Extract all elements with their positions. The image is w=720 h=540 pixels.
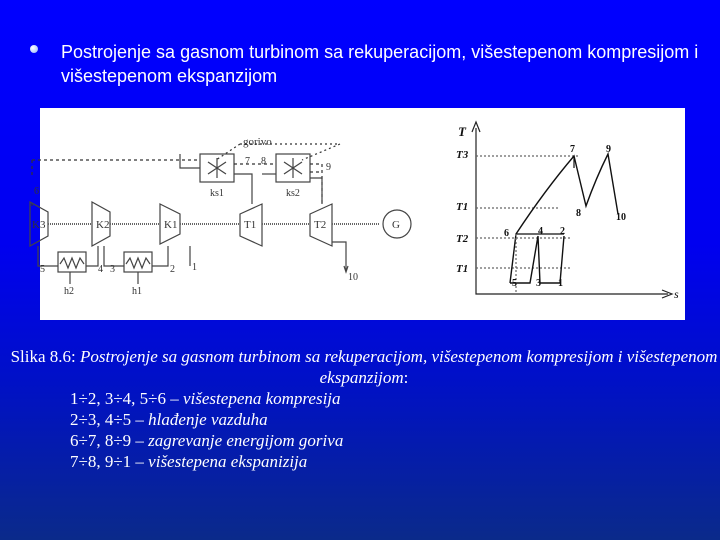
ts-level-t2: T2 — [456, 233, 469, 245]
caption-range: 2÷3, 4÷5 — [70, 410, 132, 429]
caption-line — [0, 388, 720, 409]
turbine-label-t1: T1 — [244, 219, 257, 231]
caption-title — [0, 346, 720, 388]
caption-range: 6÷7, 8÷9 — [70, 431, 132, 450]
figure-caption — [0, 346, 720, 472]
ts-level-t1-lower: T1 — [456, 263, 469, 275]
point-label-3: 3 — [110, 264, 115, 275]
caption-line — [0, 451, 720, 472]
caption-line — [0, 409, 720, 430]
caption-title-text: Postrojenje sa gasnom turbinom sa rekuperacijom, višestepenom kompresijom i višestepenom ekspanzijom — [80, 347, 718, 387]
caption-description: – višestepena kompresija — [166, 389, 341, 408]
point-label-5: 5 — [40, 264, 45, 275]
point-label-1: 1 — [192, 262, 197, 273]
caption-description: – hlađenje vazduha — [131, 410, 268, 429]
caption-range: 7÷8, 9÷1 — [70, 452, 132, 471]
ts-point-7: 7 — [570, 144, 575, 155]
point-label-6: 6 — [34, 186, 39, 197]
turbine-label-t2: T2 — [314, 219, 327, 231]
caption-line — [0, 430, 720, 451]
combustor-label-1: ks1 — [210, 188, 224, 199]
caption-prefix: Slika 8.6: — [10, 347, 80, 366]
compressor-label-k1: K1 — [164, 219, 178, 231]
caption-range: 1÷2, 3÷4, 5÷6 — [70, 389, 166, 408]
ts-point-2: 2 — [560, 226, 565, 237]
generator-label: G — [392, 219, 400, 231]
slide-heading: Postrojenje sa gasnom turbinom sa rekuperacijom, višestepenom kompresijom i višestepenom ekspanzijom — [61, 42, 699, 86]
ts-point-3: 3 — [536, 278, 541, 289]
compressor-label-k2: K2 — [96, 219, 110, 231]
cooler-label-h2: h2 — [64, 286, 74, 297]
caption-description: – višestepena ekspanizija — [131, 452, 308, 471]
ts-point-9: 9 — [606, 144, 611, 155]
caption-description: – zagrevanje energijom goriva — [131, 431, 344, 450]
point-label-4: 4 — [98, 264, 103, 275]
ts-point-1: 1 — [558, 278, 563, 289]
point-label-9: 9 — [326, 162, 331, 173]
ts-level-t1-upper: T1 — [456, 201, 469, 213]
ts-axis-x: s — [674, 287, 679, 301]
point-label-7: 7 — [245, 156, 250, 167]
ts-axis-y: T — [458, 124, 466, 139]
ts-point-4: 4 — [538, 226, 543, 237]
caption-title-suffix: : — [403, 368, 409, 387]
point-label-2: 2 — [170, 264, 175, 275]
ts-point-10: 10 — [616, 212, 626, 223]
cooler-label-h1: h1 — [132, 286, 142, 297]
combustor-label-2: ks2 — [286, 188, 300, 199]
bullet-icon — [30, 45, 38, 53]
ts-diagram — [456, 122, 679, 301]
figure-image — [32, 108, 685, 320]
point-label-10: 10 — [348, 272, 358, 283]
ts-point-6: 6 — [504, 228, 509, 239]
ts-point-8: 8 — [576, 208, 581, 219]
ts-level-t3: T3 — [456, 149, 469, 161]
fuel-label: gorivo — [243, 136, 272, 148]
plant-schematic — [30, 136, 411, 297]
point-label-8: 8 — [261, 156, 266, 167]
compressor-label-k3: K3 — [32, 219, 46, 231]
ts-point-5: 5 — [512, 278, 517, 289]
